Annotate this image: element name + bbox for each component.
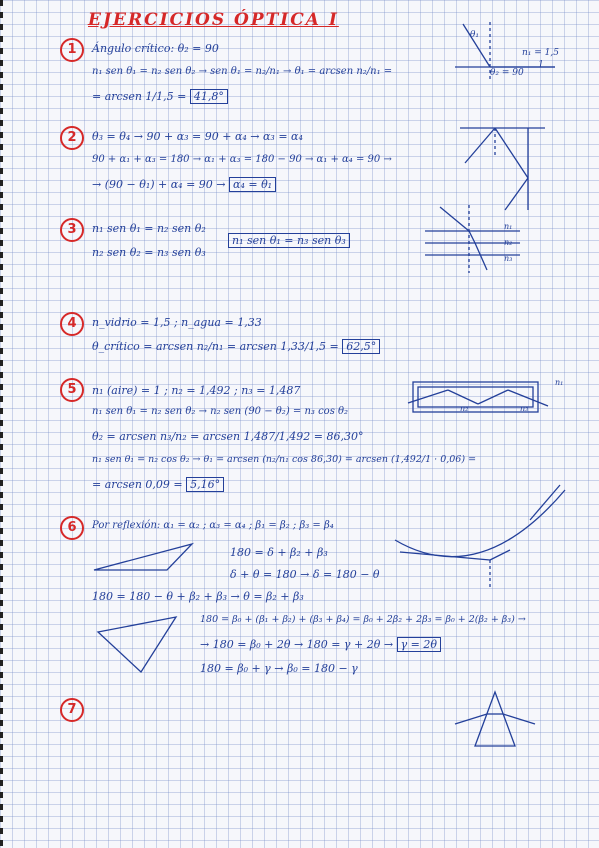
ex1-line-3-text: = arcsen 1/1,5 = bbox=[92, 90, 187, 103]
ex5-line-4: n₁ sen θ₁ = n₂ cos θ₂ → θ₁ = arcsen (n₂/n₁ cos 86,30) = arcsen (1,492/1 · 0,06) = bbox=[92, 454, 477, 465]
ex3-answer: n₁ sen θ₁ = n₃ sen θ₃ bbox=[228, 233, 350, 248]
ex5-line-1: n₁ (aire) = 1 ; n₂ = 1,492 ; n₃ = 1,487 bbox=[92, 384, 301, 397]
ex1-line-2: n₁ sen θ₁ = n₂ sen θ₂ → sen θ₁ = n₂/n₁ → θ₁ = arcsen n₂/n₁ = bbox=[92, 66, 393, 77]
ex5-line-5 bbox=[92, 478, 224, 491]
ex6-triangle-2 bbox=[96, 612, 186, 677]
ex2-figure bbox=[450, 118, 550, 213]
ex5-fig-n2: n₂ bbox=[460, 404, 469, 413]
ex3-fig-n1: n₁ bbox=[504, 222, 513, 231]
ex5-line-2: n₁ sen θ₁ = n₂ sen θ₂ → n₂ sen (90 − θ₂) = n₃ cos θ₂ bbox=[92, 406, 349, 417]
ex1-fig-label-1: 1 bbox=[538, 60, 544, 70]
ex1-fig-label-theta1: θ₁ bbox=[470, 30, 480, 40]
ex5-figure bbox=[408, 378, 558, 418]
ex3-fig-n2: n₂ bbox=[504, 238, 513, 247]
ex6-line-6 bbox=[200, 638, 441, 651]
ex6-line-5: 180 = β₀ + (β₁ + β₂) + (β₃ + β₄) = β₀ + 2β₂ + 2β₃ = β₀ + 2(β₂ + β₃) → bbox=[200, 614, 526, 625]
ex6-line-1: Por reflexión: α₁ = α₂ ; α₃ = α₄ ; β₁ = β₂ ; β₃ = β₄ bbox=[92, 520, 334, 531]
exercise-number-4: 4 bbox=[60, 312, 84, 336]
ex5-fig-n3: n₃ bbox=[520, 404, 529, 413]
ex1-fig-label-theta2: θ₂ = 90 bbox=[490, 68, 524, 78]
ex3-line-2: n₂ sen θ₂ = n₃ sen θ₃ bbox=[92, 246, 206, 259]
page-title: EJERCICIOS ÓPTICA I bbox=[88, 10, 339, 30]
ex1-line-3 bbox=[92, 90, 228, 103]
ex2-line-2: 90 + α₁ + α₃ = 180 → α₁ + α₃ = 180 − 90 → α₁ + α₄ = 90 → bbox=[92, 154, 392, 165]
ex6-answer: γ = 2θ bbox=[397, 637, 441, 652]
ex2-line-1: θ₃ = θ₄ → 90 + α₃ = 90 + α₄ → α₃ = α₄ bbox=[92, 130, 303, 143]
exercise-number-3: 3 bbox=[60, 218, 84, 242]
ex5-line-5-text: = arcsen 0,09 = bbox=[92, 478, 183, 491]
ex5-answer: 5,16° bbox=[186, 477, 224, 492]
ex1-line-1: Ángulo crítico: θ₂ = 90 bbox=[92, 42, 219, 55]
ex5-fig-n1: n₁ bbox=[555, 378, 564, 387]
page-margin-holes bbox=[0, 0, 3, 848]
ex3-line-1: n₁ sen θ₁ = n₂ sen θ₂ bbox=[92, 222, 206, 235]
ex4-line-1: n_vidrio = 1,5 ; n_agua = 1,33 bbox=[92, 316, 262, 329]
ex5-line-3: θ₂ = arcsen n₃/n₂ = arcsen 1,487/1,492 = 86,30° bbox=[92, 430, 364, 443]
ex2-line-3 bbox=[92, 178, 276, 191]
ex4-line-2 bbox=[92, 340, 380, 353]
ex6-line-7: 180 = β₀ + γ → β₀ = 180 − γ bbox=[200, 662, 358, 675]
ex6-mirror-figure bbox=[390, 480, 570, 590]
exercise-number-5: 5 bbox=[60, 378, 84, 402]
exercise-number-1: 1 bbox=[60, 38, 84, 62]
ex2-line-3-text: → (90 − θ₁) + α₄ = 90 → bbox=[92, 178, 226, 191]
exercise-number-7: 7 bbox=[60, 698, 84, 722]
ex6-line-4: 180 = 180 − θ + β₂ + β₃ → θ = β₂ + β₃ bbox=[92, 590, 304, 603]
ex6-triangle-1 bbox=[92, 540, 202, 575]
ex3-answer-wrap bbox=[228, 234, 350, 247]
ex7-prism-figure bbox=[455, 690, 545, 750]
ex4-answer: 62,5° bbox=[342, 339, 380, 354]
ex4-line-2-text: θ_crítico = arcsen n₂/n₁ = arcsen 1,33/1,5 = bbox=[92, 340, 339, 353]
ex1-fig-label-n1: n₁ = 1,5 bbox=[522, 48, 559, 58]
ex2-answer: α₄ = θ₁ bbox=[229, 177, 276, 192]
ex1-answer: 41,8° bbox=[190, 89, 228, 104]
exercise-number-6: 6 bbox=[60, 516, 84, 540]
ex6-line-2: 180 = δ + β₂ + β₃ bbox=[230, 546, 328, 559]
ex3-fig-n3: n₃ bbox=[504, 254, 513, 263]
exercise-number-2: 2 bbox=[60, 126, 84, 150]
ex6-line-6-text: → 180 = β₀ + 2θ → 180 = γ + 2θ → bbox=[200, 638, 394, 651]
ex6-line-3: δ + θ = 180 → δ = 180 − θ bbox=[230, 568, 380, 581]
